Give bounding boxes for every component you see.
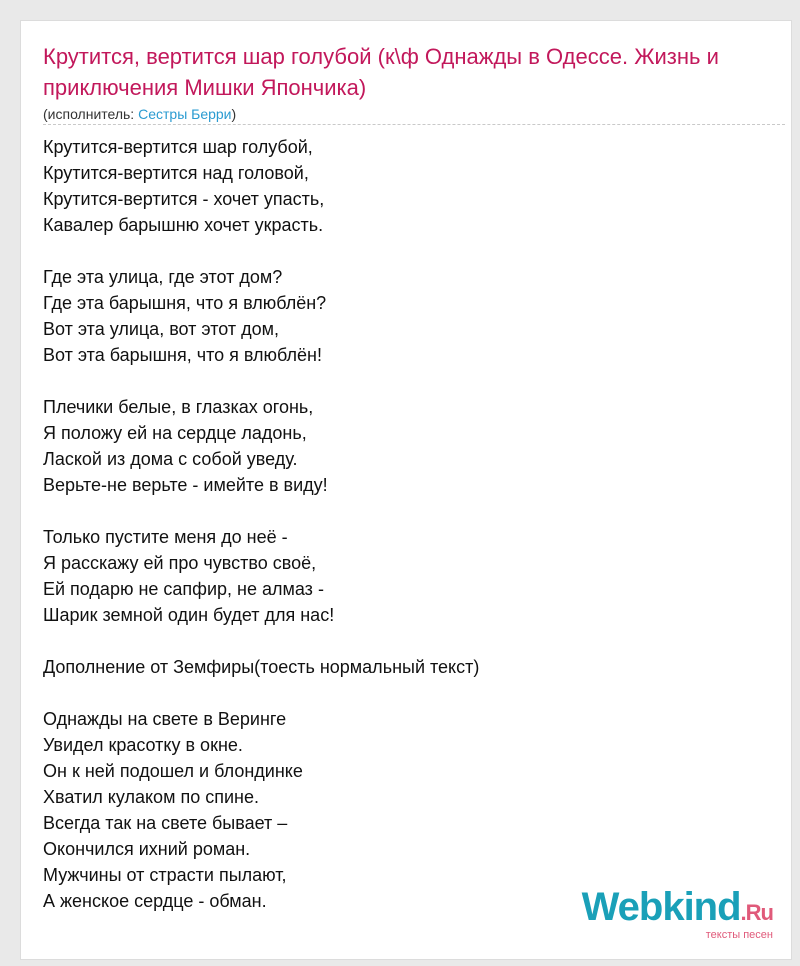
lyrics-text [43, 134, 763, 914]
lyric-line: Я положу ей на сердце ладонь, [43, 423, 307, 443]
lyric-line [43, 498, 763, 524]
performer-prefix: (исполнитель: [43, 106, 139, 122]
song-title: Крутится, вертится шар голубой (к\ф Однажды в Одессе. Жизнь и приключения Мишки Япончика) [43, 44, 719, 100]
performer-suffix: ) [231, 106, 237, 122]
lyric-line: Окончился ихний роман. [43, 839, 251, 859]
divider [43, 124, 785, 125]
logo-name: Webkind [581, 885, 741, 929]
lyric-line: Где эта барышня, что я влюблён? [43, 293, 327, 313]
site-logo[interactable] [582, 887, 773, 941]
lyric-line: Вот эта улица, вот этот дом, [43, 319, 279, 339]
lyric-line [43, 628, 763, 654]
lyric-line: Верьте-не верьте - имейте в виду! [43, 475, 328, 495]
lyric-line: Где эта улица, где этот дом? [43, 267, 283, 287]
lyrics-card [20, 20, 792, 960]
lyric-line: Только пустите меня до неё - [43, 527, 288, 547]
lyric-line: Крутится-вертится - хочет упасть, [43, 189, 325, 209]
lyric-line: Увидел красотку в окне. [43, 735, 243, 755]
lyric-line: Ей подарю не сапфир, не алмаз - [43, 579, 324, 599]
lyric-line [43, 238, 763, 264]
lyric-line: Вот эта барышня, что я влюблён! [43, 345, 322, 365]
lyric-line: Однажды на свете в Веринге [43, 709, 287, 729]
lyric-line: Хватил кулаком по спине. [43, 787, 259, 807]
lyric-line: А женское сердце - обман. [43, 891, 267, 911]
lyric-line: Кавалер барышню хочет украсть. [43, 215, 324, 235]
lyric-line: Дополнение от Земфиры(тоесть нормальный текст) [43, 657, 480, 677]
logo-tagline: тексты песен [705, 929, 773, 941]
lyric-line: Крутится-вертится шар голубой, [43, 137, 313, 157]
lyric-line: Он к ней подошел и блондинке [43, 761, 303, 781]
lyric-line: Плечики белые, в глазках огонь, [43, 397, 314, 417]
lyric-line: Крутится-вертится над головой, [43, 163, 309, 183]
lyric-line: Лаской из дома с собой уведу. [43, 449, 298, 469]
performer-link[interactable]: Сестры Берри [138, 106, 232, 122]
performer-line [43, 104, 236, 124]
logo-tld: .Ru [740, 900, 773, 925]
lyric-line: Я расскажу ей про чувство своё, [43, 553, 317, 573]
lyric-line [43, 368, 763, 394]
lyric-line: Всегда так на свете бывает – [43, 813, 288, 833]
lyric-line: Шарик земной один будет для нас! [43, 605, 335, 625]
lyric-line [43, 680, 763, 706]
lyric-line: Мужчины от страсти пылают, [43, 865, 287, 885]
